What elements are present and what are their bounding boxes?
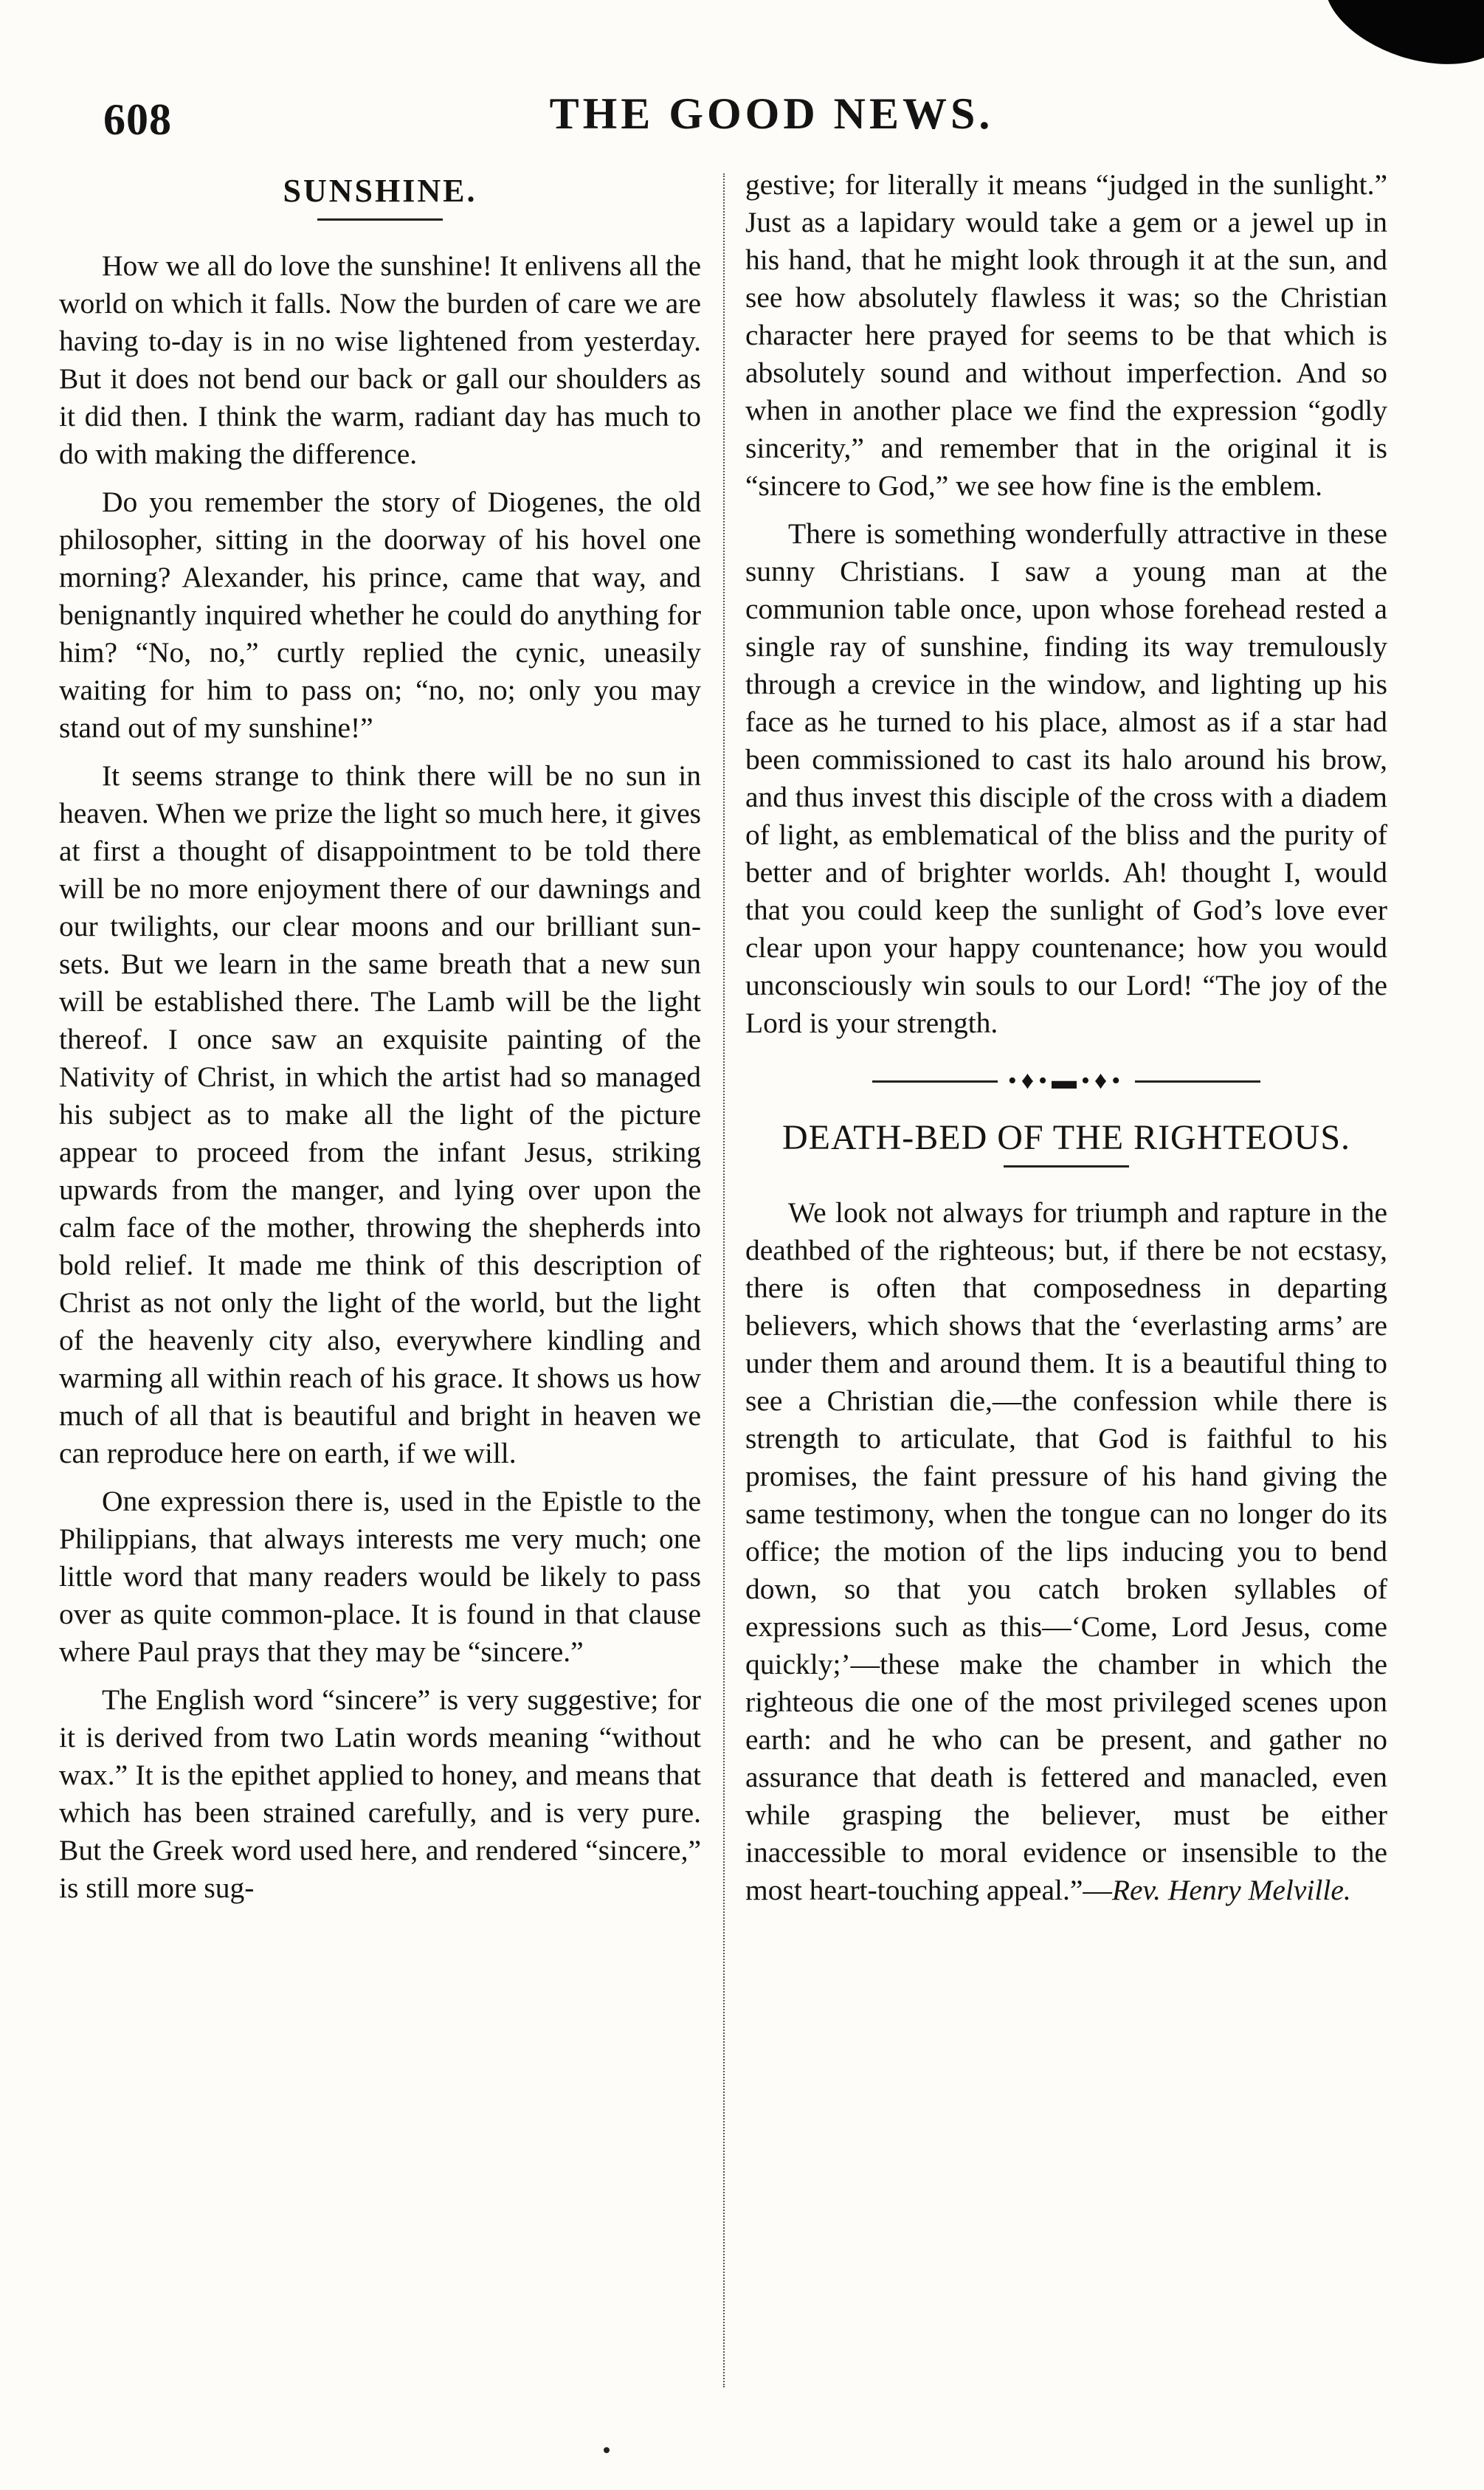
article-title-sunshine: SUNSHINE. <box>283 173 477 209</box>
article-paragraph: One expression there is, used in the Epistle to the Philippians, that always interests me very much; one little word that many readers would be likely to pass over as quite common-place. It is found in that clause where Paul prays that they may be “sincere.” <box>59 1485 701 1668</box>
article-text: We look not always for triumph and rapture in the deathbed of the righteous; but, if there be not ecstasy, there is often that composedness in departing believers, which shows that the ‘everlasting arms’ are under them and around them. It is a beautiful thing to see a Christian die,—the confession while there is strength to articulate, that God is faithful to his promises, the faint pressure of his hand giving the same testimony, when the tongue can no longer do its office; the motion of the lips inducing you to bend down, so that you catch broken syllables of expressions such as this—‘Come, Lord Jesus, come quickly;’—these make the chamber in which the righteous die one of the most privileged scenes upon earth: and he who can be present, and gather no assurance that death is fettered and manacled, even while grasping the believer, must be either inaccessible to moral evidence or insensible to the most heart-touching appeal.”— <box>745 1196 1387 1906</box>
article-paragraph <box>745 1194 1387 1909</box>
print-speck <box>604 2447 610 2453</box>
ornament-rule-right <box>1135 1080 1260 1083</box>
title-rule <box>317 218 443 221</box>
ornament-glyph: •♦•▬•♦• <box>1007 1067 1125 1094</box>
article-title-death-bed: DEATH-BED OF THE RIGHTEOUS. <box>781 1118 1351 1157</box>
article-paragraph: There is something wonderfully attractive in these sunny Christians. I saw a young man at the communion table once, upon whose forehead rested a single ray of sunshine, finding its way tremulously through a crevice in the window, and lighting up his face as he turned to his place, almost as if a star had been commissioned to cast its halo around his brow, and thus invest this disciple of the cross with a diadem of light, as emblematical of the bliss and the purity of better and of brighter worlds. Ah! thought I, would that you could keep the sunlight of God’s love ever clear upon your happy countenance; how you would unconsciously win souls to our Lord! “The joy of the Lord is your strength. <box>745 517 1387 1039</box>
author-signature: Rev. Henry Melville. <box>1111 1874 1351 1906</box>
page-number: 608 <box>103 95 172 144</box>
article-paragraph: How we all do love the sunshine! It enlivens all the world on which it falls. Now the burden of care we are having to-day is in no wise lightened from yesterday. But it does not bend our back or gall our shoulders as it did then. I think the warm, radiant day has much to do with making the difference. <box>59 249 701 470</box>
title-rule <box>1004 1165 1129 1168</box>
ink-blot <box>1309 0 1484 86</box>
ornament-rule-left <box>872 1080 998 1083</box>
article-paragraph: It seems strange to think there will be no sun in heaven. When we prize the light so much here, it gives at first a thought of disappointment to be told there will be no more enjoyment there of our dawnings and our twilights, our clear moons and our brilliant sun-sets. But we learn in the same breath that a new sun will be established there. The Lamb will be the light thereof. I once saw an exquisite painting of the Nativity of Christ, in which the artist had so managed his subject as to make all the light of the picture appear to proceed from the infant Jesus, striking upwards from the manger, and lying over upon the calm face of the mother, throwing the shepherds into bold relief. It made me think of this description of Christ as not only the light of the world, but the light of the heavenly city also, everywhere kindling and warming all within reach of his grace. It shows us how much of all that is beautiful and bright in heaven we can reproduce here on earth, if we will. <box>59 759 701 1469</box>
right-column <box>745 166 1387 1920</box>
left-column <box>59 166 701 2483</box>
column-divider <box>723 173 725 2387</box>
article-paragraph: The English word “sincere” is very suggestive; for it is derived from two Latin words meaning “without wax.” It is the epithet applied to honey, and means that which has been strained carefully, and is very pure. But the Greek word used here, and rendered “sincere,” is still more sug- <box>59 1683 701 1904</box>
article-paragraph: Do you remember the story of Diogenes, the old philosopher, sitting in the doorway of his hovel one morning? Alexander, his prince, came that way, and benignantly inquired whether he could do anything for him? “No, no,” curtly replied the cynic, uneasily waiting for him to pass on; “no, no; only you may stand out of my sunshine!” <box>59 486 701 744</box>
section-ornament <box>745 1069 1387 1094</box>
article-paragraph-continued: gestive; for literally it means “judged in the sunlight.” Just as a lapidary would take a gem or a jewel up in his hand, that he might look through it at the sun, and see how absolutely flawless it was; so the Christian character here prayed for seems to be that which is absolutely sound and without imperfection. And so when in another place we find the expression “godly sincerity,” and remember that in the original it is “sincere to God,” we see how fine is the emblem. <box>745 168 1387 502</box>
running-head: THE GOOD NEWS. <box>549 89 994 138</box>
